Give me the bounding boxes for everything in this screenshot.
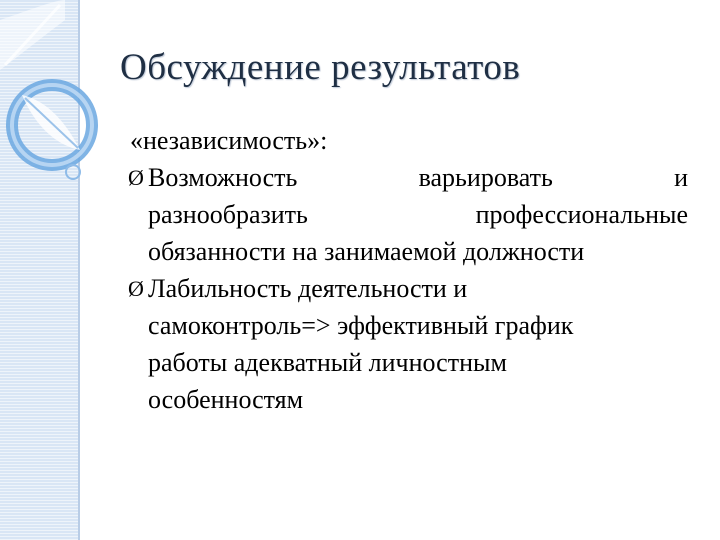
bullet-2-line-2: самоконтроль=> эффективный график bbox=[148, 311, 574, 340]
bullet-1-line-3: обязанности на занимаемой должности bbox=[148, 237, 585, 266]
bullet-2-line-3: работы адекватный личностным bbox=[148, 348, 507, 377]
bullet-arrow-icon: Ø bbox=[128, 276, 144, 301]
bullet-item-2 bbox=[128, 270, 688, 418]
bullet-2-line-4: особенностям bbox=[148, 385, 304, 414]
section-heading: «независимость»: bbox=[130, 126, 328, 155]
bullet-arrow-icon: Ø bbox=[128, 165, 144, 190]
bullet-1-line-2: разнообразить профессиональные bbox=[148, 200, 688, 229]
bullet-1-line-1: Возможность варьировать и bbox=[148, 163, 688, 192]
slide-body bbox=[128, 122, 688, 418]
bullet-2-line-1: Лабильность деятельности и bbox=[148, 274, 468, 303]
bullet-item-1 bbox=[128, 159, 688, 270]
leaf-decoration-icon bbox=[0, 0, 130, 200]
slide-title: Обсуждение результатов bbox=[120, 47, 521, 88]
